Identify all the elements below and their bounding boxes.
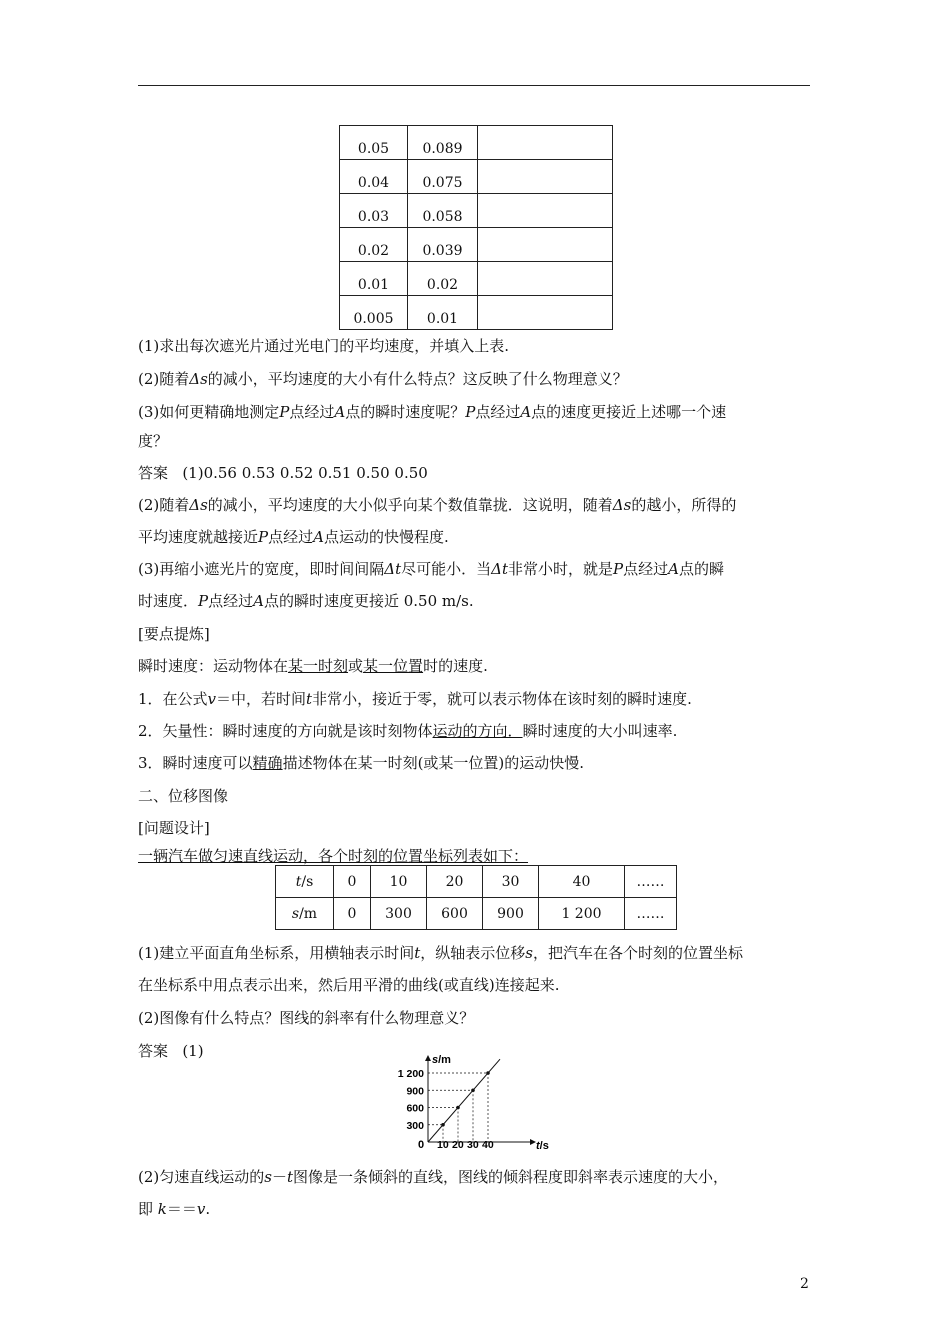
table-cell: 0.039 (408, 228, 478, 262)
y-tick-label: 1 200 (397, 1068, 424, 1080)
table-cell: 0.02 (408, 262, 478, 296)
table-cell: 30 (483, 866, 539, 898)
x-tick-label: 20 (452, 1139, 464, 1151)
table-cell: 900 (483, 898, 539, 930)
table-cell: 0.005 (340, 296, 408, 330)
table-cell: 0.02 (340, 228, 408, 262)
key-definition: 瞬时速度：运动物体在某一时刻或某一位置时的速度. (138, 657, 488, 675)
part-1-cont: 在坐标系中用点表示出来，然后用平滑的曲线(或直线)连接起来. (138, 976, 560, 994)
table-cell: 0.03 (340, 194, 408, 228)
row-header-s: s/m (276, 898, 334, 930)
position-table (275, 865, 677, 930)
problem-design-heading: [问题设计] (138, 819, 210, 837)
part-1: (1)建立平面直角坐标系，用横轴表示时间t，纵轴表示位移s，把汽车在各个时刻的位置坐标 (138, 944, 744, 962)
answer-2: (2)随着Δs的减小，平均速度的大小似乎向某个数值靠拢．这说明，随着Δs的越小，所得的 (138, 496, 737, 514)
table-cell (478, 296, 613, 330)
table-row (340, 126, 613, 160)
key-points-heading: [要点提炼] (138, 625, 210, 643)
series-line (428, 1059, 500, 1142)
table-cell: 40 (539, 866, 625, 898)
x-tick-label: 40 (482, 1139, 494, 1151)
table-row (340, 194, 613, 228)
origin-label: 0 (418, 1139, 425, 1151)
table-cell: 1 200 (539, 898, 625, 930)
table-cell: …… (625, 866, 677, 898)
data-point (456, 1106, 460, 1110)
answer-b: 答案 (1) (138, 1042, 204, 1060)
answer-3-cont: 时速度．P点经过A点的瞬时速度更接近 0.50 m/s. (138, 592, 474, 610)
table-cell: 0 (334, 866, 371, 898)
key-point-1: 1．在公式v＝中，若时间t非常小，接近于零，就可以表示物体在该时刻的瞬时速度. (138, 690, 692, 708)
x-tick-label: 10 (437, 1139, 449, 1151)
table-cell: 0.04 (340, 160, 408, 194)
intro-text: 一辆汽车做匀速直线运动，各个时刻的位置坐标列表如下： (138, 847, 529, 865)
question-3-cont: 度？ (138, 432, 169, 450)
table-cell: 0.01 (408, 296, 478, 330)
key-point-3: 3．瞬时速度可以精确描述物体在某一时刻(或某一位置)的运动快慢. (138, 754, 585, 772)
answer-3: (3)再缩小遮光片的宽度，即时间间隔Δt尽可能小．当Δt非常小时，就是P点经过A点的瞬 (138, 560, 724, 578)
table-cell (478, 126, 613, 160)
data-point (471, 1088, 475, 1092)
table-cell: 300 (371, 898, 427, 930)
table-cell: 20 (427, 866, 483, 898)
table-row (340, 296, 613, 330)
table-cell: 10 (371, 866, 427, 898)
table-cell: 0.089 (408, 126, 478, 160)
answer-1: 答案 (1)0.56 0.53 0.52 0.51 0.50 0.50 (138, 464, 428, 482)
page-number: 2 (800, 1276, 809, 1292)
s-t-graph (390, 1052, 560, 1152)
x-axis-label: t/s (536, 1140, 549, 1152)
table-cell: 0 (334, 898, 371, 930)
table-cell: 0.058 (408, 194, 478, 228)
table-row-t (276, 866, 677, 898)
data-point (486, 1071, 490, 1075)
y-axis-label: s/m (432, 1054, 451, 1066)
y-tick-label: 600 (406, 1102, 424, 1115)
final-answer: (2)匀速直线运动的s－t图像是一条倾斜的直线，图线的倾斜程度即斜率表示速度的大小， (138, 1168, 729, 1186)
section-heading-2: 二、位移图像 (138, 787, 229, 805)
x-tick-label: 30 (467, 1139, 479, 1151)
table-cell (478, 262, 613, 296)
y-tick-label: 900 (406, 1085, 424, 1098)
table-cell (478, 194, 613, 228)
answer-2-cont: 平均速度就越接近P点经过A点运动的快慢程度. (138, 528, 449, 546)
question-2: (2)随着Δs的减小，平均速度的大小有什么特点？这反映了什么物理意义？ (138, 370, 628, 388)
data-point (441, 1123, 445, 1127)
key-point-2: 2．矢量性：瞬时速度的方向就是该时刻物体运动的方向．瞬时速度的大小叫速率. (138, 722, 678, 740)
y-tick-label: 300 (406, 1119, 424, 1132)
question-3: (3)如何更精确地测定P点经过A点的瞬时速度呢？P点经过A点的速度更接近上述哪一个速 (138, 403, 727, 421)
table-row (340, 228, 613, 262)
final-answer-cont: 即 k＝＝v. (138, 1200, 211, 1218)
table-cell (478, 228, 613, 262)
table-cell: 600 (427, 898, 483, 930)
data-table-1 (339, 125, 613, 330)
table-cell: 0.075 (408, 160, 478, 194)
part-2: (2)图像有什么特点？图线的斜率有什么物理意义？ (138, 1009, 475, 1027)
row-header-t: t/s (276, 866, 334, 898)
question-1: (1)求出每次遮光片通过光电门的平均速度，并填入上表. (138, 337, 510, 355)
table-cell: …… (625, 898, 677, 930)
table-row-s (276, 898, 677, 930)
table-row (340, 262, 613, 296)
header-rule (138, 85, 810, 86)
table-cell: 0.05 (340, 126, 408, 160)
table-cell (478, 160, 613, 194)
table-cell: 0.01 (340, 262, 408, 296)
table-row (340, 160, 613, 194)
